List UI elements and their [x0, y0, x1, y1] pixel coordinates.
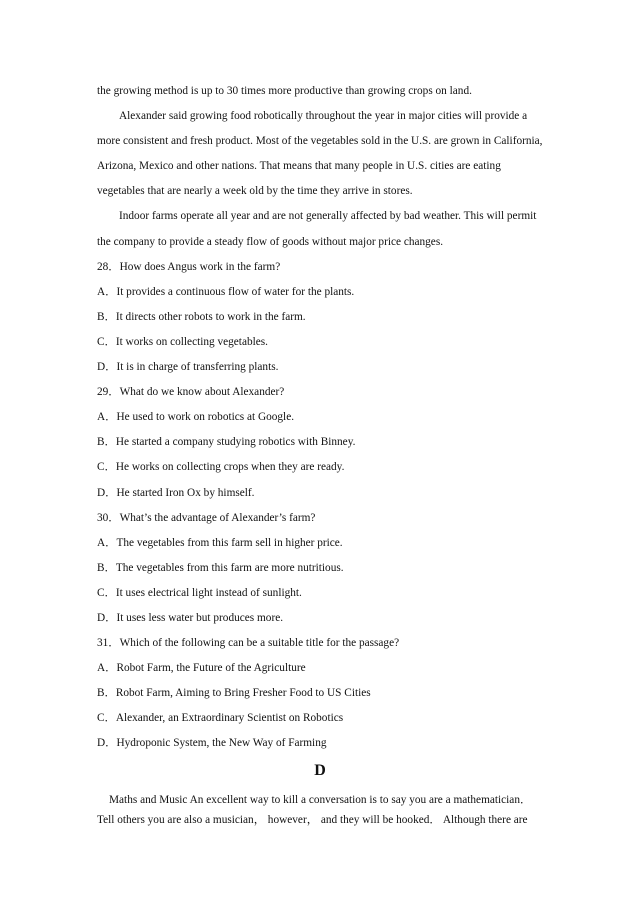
section-d-body — [97, 790, 549, 830]
answer-option: A．The vegetables from this farm sell in higher price. — [97, 536, 343, 549]
answer-option: D．He started Iron Ox by himself. — [97, 486, 255, 499]
paragraph-line: Maths and Music An excellent way to kill a conversation is to say you are a mathematician． — [109, 794, 532, 806]
paragraph-line: Arizona, Mexico and other nations. That means that many people in U.S. cities are eating — [97, 160, 501, 173]
answer-option: A．It provides a continuous flow of water for the plants. — [97, 285, 355, 298]
question-stem: 31．Which of the following can be a suitable title for the passage? — [97, 637, 400, 650]
question-stem: 30．What’s the advantage of Alexander’s farm? — [97, 511, 316, 524]
answer-option: A．Robot Farm, the Future of the Agriculture — [97, 662, 306, 675]
question-31 — [97, 631, 549, 756]
paragraph-line: Tell others you are also a musician， however， and they will be hooked． Although there are — [97, 814, 528, 826]
passage-body — [97, 79, 549, 757]
answer-option: C．Alexander, an Extraordinary Scientist on Robotics — [97, 712, 344, 725]
answer-option: C．It works on collecting vegetables. — [97, 335, 268, 348]
answer-option: B．The vegetables from this farm are more nutritious. — [97, 561, 344, 574]
paragraph-line: more consistent and fresh product. Most of the vegetables sold in the U.S. are grown in California, — [97, 135, 543, 148]
answer-option: B．He started a company studying robotics with Binney. — [97, 436, 356, 449]
paragraph-line: the company to provide a steady flow of goods without major price changes. — [97, 235, 444, 248]
answer-option: A．He used to work on robotics at Google. — [97, 411, 295, 424]
question-stem: 29．What do we know about Alexander? — [97, 386, 285, 399]
answer-option: D．Hydroponic System, the New Way of Farming — [97, 737, 327, 750]
answer-option: B．Robot Farm, Aiming to Bring Fresher Food to US Cities — [97, 687, 371, 700]
paragraph-line: Alexander said growing food robotically throughout the year in major cities will provide a — [119, 110, 528, 123]
answer-option: C．He works on collecting crops when they are ready. — [97, 461, 345, 474]
question-stem: 28．How does Angus work in the farm? — [97, 260, 281, 273]
paragraph-line: the growing method is up to 30 times more productive than growing crops on land. — [97, 85, 472, 97]
answer-option: B．It directs other robots to work in the farm. — [97, 310, 306, 323]
section-heading: D — [314, 762, 326, 779]
question-29 — [97, 380, 549, 505]
question-30 — [97, 506, 549, 631]
answer-option: C．It uses electrical light instead of sunlight. — [97, 586, 302, 599]
paragraph-line: Indoor farms operate all year and are not generally affected by bad weather. This will permit — [119, 210, 537, 223]
paragraph-line: vegetables that are nearly a week old by the time they arrive in stores. — [97, 185, 413, 198]
answer-option: D．It is in charge of transferring plants. — [97, 361, 279, 374]
answer-option: D．It uses less water but produces more. — [97, 611, 284, 624]
question-28 — [97, 255, 549, 380]
